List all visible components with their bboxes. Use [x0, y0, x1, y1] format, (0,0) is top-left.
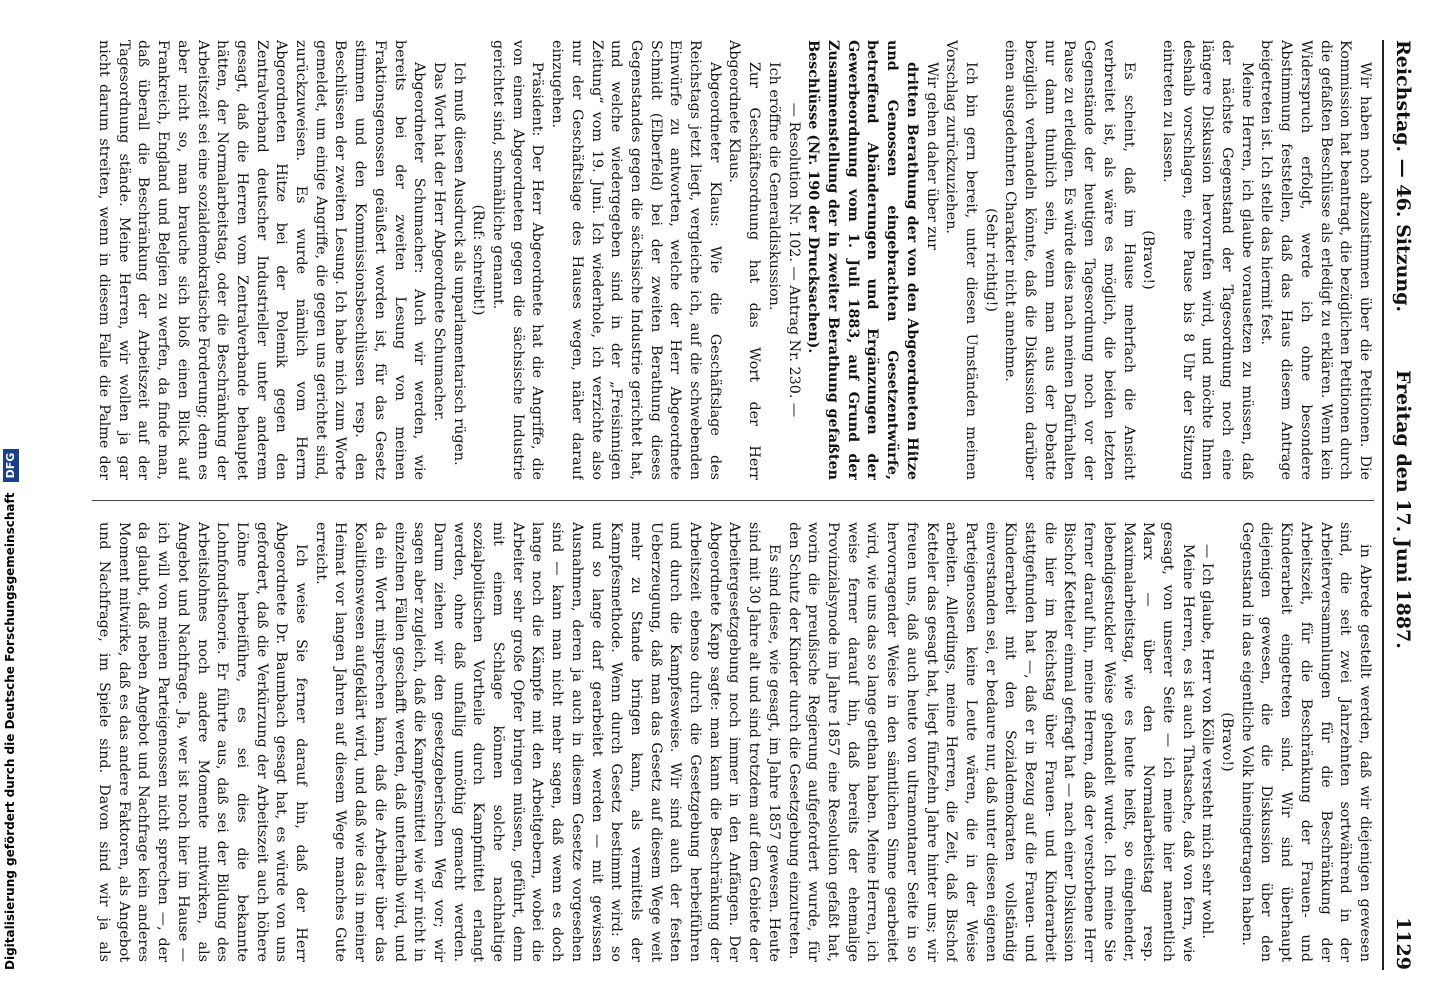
- paragraph: Wir gehen daher über zur: [923, 62, 940, 250]
- funding-note: [0, 0, 20, 1000]
- paragraph: Es scheint, daß im Hause mehrfach die Ansicht verbreitet ist, als wäre es möglich, die beiden letzten Gegenstände der heutigen Tagesordnung noch vor der Pause zu erledigen. Es würde dies nach meinen Dafürhalten nur dann thunlich sein, wenn man aus der Debatte bezüglich verhandeln könnte, daß die Diskussion darüber einen ausgedehnten Charakter nicht annehme.: [1002, 40, 1137, 480]
- paragraph: Ich bin gern bereit, unter diesen Umständen meinen Vorschlag zurückzuziehen.: [943, 40, 979, 480]
- paragraph: in Abrede gestellt werden, daß wir diejenigen gewesen sind, die seit zwei Jahrzehnten sortwährend in der Arbeiterversammlungen für die Beschränkung der Arbeitszeit, für die Beschränkung der Frauen- und Kinderarbeit eingetreten sind. Wir sind überhaupt diejenigen gewesen, die die Diskussion über den Gegenstand in das eigentliche Volk hineingetragen haben.: [1238, 522, 1373, 962]
- header-left: Reichstag. — 46. Sitzung.: [1392, 40, 1414, 313]
- paragraph: Zur Geschäftsordnung hat das Wort der Herr Abgeordnete Klaus.: [726, 40, 763, 480]
- page-header: [1388, 40, 1414, 970]
- scanned-page: [80, 0, 1432, 1000]
- dfg-logo: DFG: [3, 449, 19, 483]
- speech-paragraph: Abgeordneter Schumacher: Auch wir werden, wie bereits bei der zweiten Lesung von meinen Fraktionsgenossen geäußert worden ist, für das Gesetz stimmen und den Kommissionsbeschlüssen resp. den Beschlüssen der zweiten Lesung. Ich habe mich zum Worte gemeldet, um einige Angriffe, die gegen uns gerichtet sind, zurückzuweisen. Es wurde nämlich vom Herrn Abgeordneten Hitze bei der Polemik gegen den Zentralverband deutscher Industrieller unter anderem gesagt, daß die Herren vom Zentralverbande behauptet hätten, der Normalarbeitstag, oder die Beschränkung der Arbeitszeit sei eine sozialdemokratische Forderung; denn es aber nicht so, man brauche sich bloß einen Blick auf Frankreich, England und Belgien zu werfen, da finde man, daß überall die Beschränkung der Arbeitszeit auf der Tagesordnung stände. Meine Herren, wir wollen ja gar nicht darum streiten, wenn in diesem Falle die Palme der: [96, 40, 428, 480]
- interjection: (Bravo!): [1140, 230, 1157, 290]
- paragraph: Ich muß diesen Ausdruck als unparlamentarisch rügen.: [450, 62, 467, 466]
- paragraph: — Ich glaube, Herr von Kölle versteht mich sehr wohl.: [1199, 544, 1216, 939]
- column-divider: [92, 500, 1374, 501]
- interjection: (Ruf: schreibt!): [470, 204, 487, 316]
- header-date: Freitag den 17. Juni 1887.: [1392, 370, 1414, 649]
- interjection: (Bravo!): [1219, 712, 1236, 772]
- funding-note-text: Digitalisierung gefördert durch die Deutsche Forschungsgemeinschaft: [3, 492, 17, 970]
- paragraph: Ich weise Sie ferner darauf hin, daß der Herr Abgeordnete Dr. Baumbach gesagt hat, es würde von uns gefordert, daß die Verkürzung der Arbeitszeit auch höhere Löhne herbeiführe, es sei dies die bekannte Lohnfondstheorie. Er führte aus, daß sei der Bildung des Arbeitslohnes noch andere Momente mitwirken, als Angebot und Nachfrage. Ja, wer ist noch hier im Hause — ich will von meinen Parteigenossen nicht sprechen —, der da glaubt, daß neben Angebot und Nachfrage kein anderes Moment mitwirke, daß es das andere Faktoren, als Angebot und Nachfrage, im Spiele sind. Davon sind wir ja als: [96, 522, 310, 962]
- page-number: 1129: [1392, 917, 1414, 970]
- left-column: [92, 40, 1374, 480]
- page-footer: [0, 0, 20, 1000]
- paragraph: Ich eröffne die Generaldiskussion.: [765, 62, 782, 311]
- speech-paragraph: Präsident: Der Herr Abgeordnete hat die Angriffe, die von einem Abgeordneten gegen die sächsische Industrie gerichtet sind, schmähliche genannt.: [490, 40, 546, 480]
- paragraph: Meine Herren, es ist auch Thatsache, daß von fern, wie gesagt, von unserer Seite — ich meine hier namentlich Marx — über den Normalarbeitstag resp. Maximalarbeitstag, wie es heute heißt, so eingehender, lebendigestuckler Weise gehandelt wurde. Ich meine Sie ferner darauf hin, meine Herren, daß der verstorbene Herr Bischof Ketteler einmal gefragt hat — nach einer Diskussion die hier im Reichstag über Frauen- und Kinderarbeit stattgefunden hat —, daß er in Bezug auf die Frauen- und Kinderarbeit mit den Sozialdemokraten vollständig einverstanden sei, er bedaure nur, daß unter diesen eigenen Parteigenossen keine Leute wären, die in der Weise arbeiten. Allerdings, meine Herren, die Zeit, daß Bischof Ketteler das gesagt hat, liegt fünfzehn Jahre hinter uns; wir freuen uns, daß auch heute von ultramontaner Seite in so hervorragender Weise in den sämtlichen Sinne gearbeitet wird, wie uns das so lange gethan haben. Meine Herren, ich weise ferner darauf hin, daß bereits der ehemalige Provinzialsynode im Jahre 1857 eine Resolution gefaßt hat, worin die preußische Regierung aufgefordert wurde, für den Schutz der Kinder durch die Gesetzgebung einzutreten.: [785, 522, 1196, 962]
- paragraph: Meine Herren, ich glaube vorausetzen zu müssen, daß der nächste Gegenstand der Tagesordnung noch eine längere Diskussion hervorrufen wird, und möchte Ihnen deshalb vorschlagen, eine Pause bis 8 Uhr der Sitzung eintreten zu lassen.: [1159, 40, 1255, 480]
- interjection: (Sehr richtig!): [982, 208, 999, 312]
- right-column: [92, 522, 1374, 962]
- speech-paragraph: Abgeordneter Klaus: Wie die Geschäftslage des Reichstags jetzt liegt, vergleiche ich, auf die schwebenden Einwürfe zu antworten, welche der Herr Abgeordnete Schmidt (Elberfeld) bei der zweiten Berathung dieses Gegenstandes gegen die sächsische Industrie gerichtet hat, und welche wiedergegeben sind in der „Freisinnigen Zeitung“ vom 19. Juni. Ich wiederhole, ich verzichte also nur der Geschäftslage des Hauses wegen, näher darauf einzugehen.: [549, 40, 723, 480]
- paragraph: Das Wort hat der Herr Abgeordnete Schumacher.: [430, 62, 447, 422]
- paragraph: Es sind diese, wie gesagt, im Jahre 1857 gewesen. Heute sind mit 30 Jahre alt und sind trotzdem auf dem Gebiete der Arbeitergesetzgebung noch immer in den Anfängen. Der Abgeordnete Kapp sagte: man kann die Beschränkung der Arbeitszeit ebenso durch die Gesetzgebung herbeiführen und durch die Kampfesweise. Wir sind auch der festen Ueberzeugung, daß man das Gesetz auf diesem Wege weit mehr zu Stande bringen kann, als vermittels der Kampfesmethode. Wenn durch Gesetz bestimmt wird: so und so lange darf gearbeitet werden — mit gewissen Ausnahmen, deren ja auch in diesem Gesetze vorgesehen sind — kann man nicht mehr sagen, daß wenn es doch lange noch die Kämpfe mit den Arbeitgebern, wobei die Arbeiter sehr große Opfer bringen müssen, geführt, denn mit einem Schlage können solche nachhaltige sozialpolitischen Vortheile durch Kampfmittel erlangt werden, ohne daß unfallig unnöthig gemacht werden. Darum ziehen wir den gesetzgeberischen Weg vor; wir sagen aber zugleich, daß die Kampfesmittel wie wir nicht in einzelnen Fällen geschafft werden, daß unterhalb wird, und da ein Wort mitsprechen kann, daß die Arbeiter über das Koalitionswesen aufgeklärt wird, und daß wie das in meiner Heimat vor langen Jahren auf diesem Wege manches Gute erreicht.: [312, 522, 782, 962]
- paragraph: Wir haben noch abzustimmen über die Petitionen. Die Kommission hat beantragt, die bezüglichen Petitionen durch die gefaßten Beschlüsse als erledigt zu erklären. Wenn kein Widerspruch erfolgt, werde ich ohne besondere Abstimmung feststellen, daß das Haus diesem Antrage beigetreten ist. Ich stelle das hiermit fest.: [1258, 40, 1373, 480]
- agenda-item-title: dritten Berathung der von den Abgeordneten Hitze und Genossen eingebrachten Gesetzentwürfe, betreffend Abänderungen und Ergänzungen der Gewerbeordnung vom 1. Juli 1883, auf Grund der Zusammenstellung der in zweiter Berathung gefaßten Beschlüsse (Nr. 190 der Drucksachen).: [805, 40, 920, 480]
- header-rule: [1382, 40, 1384, 970]
- reference-line: — Resolution Nr. 102. — Antrag Nr. 230. —: [785, 102, 802, 418]
